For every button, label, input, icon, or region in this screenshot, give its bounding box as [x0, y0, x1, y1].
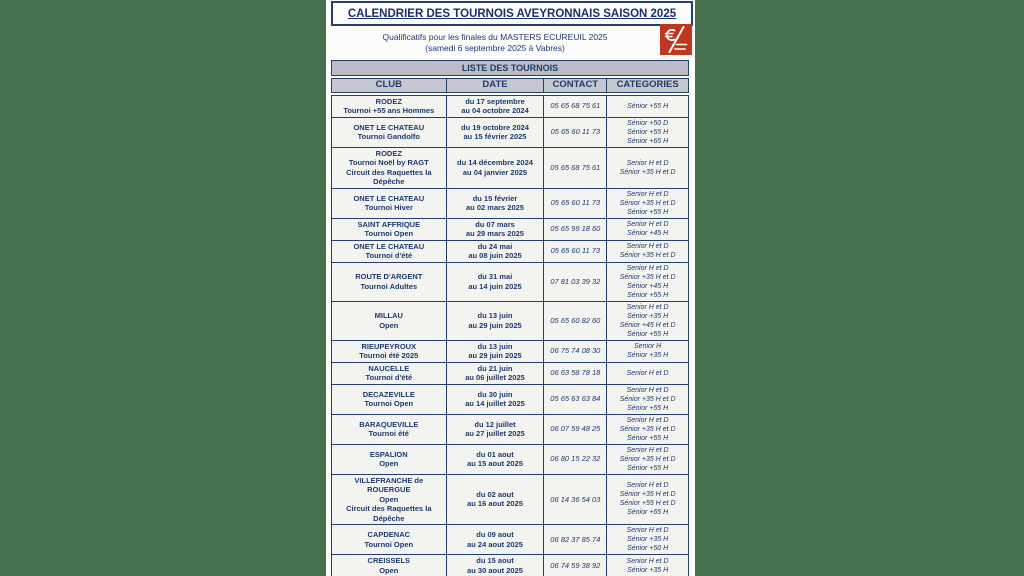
date-cell-line: au 14 juillet 2025	[465, 399, 525, 408]
categories-cell-line: Sénior +55 H	[627, 404, 669, 412]
club-cell-line: Tournoi +55 ans Hommes	[343, 106, 435, 115]
categories-cell-line: Sénior +35 H et D	[619, 395, 676, 403]
categories-cell-line: Sénior +35 H et D	[619, 199, 676, 207]
club-cell	[332, 147, 447, 188]
contact-cell	[544, 444, 607, 474]
document-sheet	[326, 0, 695, 576]
date-cell-line: au 02 mars 2025	[466, 203, 524, 212]
tournament-row	[332, 188, 689, 218]
club-cell	[332, 262, 447, 301]
categories-cell-line: Senior H et D	[626, 264, 669, 272]
date-cell-line: au 15 février 2025	[463, 132, 527, 141]
club-cell-line: Tournoi Gandolfo	[357, 132, 420, 141]
contact-cell-line: 06 63 58 78 18	[550, 368, 601, 378]
club-cell	[332, 218, 447, 240]
date-cell-line: du 24 mai	[477, 241, 513, 251]
club-cell-line: DECAZEVILLE	[362, 389, 415, 399]
date-cell-line: au 30 aout 2025	[467, 565, 523, 575]
categories-cell-line: Sénior +55 H	[627, 128, 669, 136]
club-cell	[332, 384, 447, 414]
date-cell	[446, 147, 544, 188]
categories-cell-line: Sénior +55 H	[627, 291, 669, 299]
date-cell	[446, 444, 544, 474]
categories-cell-line: Sénior +35 H et D	[619, 252, 676, 259]
categories-cell-line: Senior H et D	[626, 221, 669, 228]
categories-cell	[607, 117, 689, 147]
categories-cell-line: Sénior +35 H	[627, 536, 669, 543]
categories-cell-line: Sénior +65 H	[627, 509, 669, 517]
club-cell-line: BARAQUEVILLE	[359, 419, 419, 429]
club-cell-line: Tournoi Open	[364, 539, 414, 549]
tournament-row	[332, 218, 689, 240]
categories-cell	[607, 218, 689, 240]
categories-cell-line: Sénior +35 H	[627, 352, 669, 359]
date-cell-line: du 31 mai	[477, 272, 513, 281]
club-cell	[332, 525, 447, 555]
contact-cell-line: 06 82 37 85 74	[550, 534, 601, 544]
date-cell-line: au 29 juin 2025	[468, 320, 522, 330]
categories-cell-line: Sénior +45 H	[627, 282, 669, 290]
contact-cell-line: 05 65 60 11 73	[550, 127, 601, 137]
tournament-row	[332, 474, 689, 525]
club-cell-line: Dépêche	[373, 513, 405, 523]
date-cell-line: du 13 juin	[477, 341, 513, 351]
date-cell-line: du 07 mars	[475, 219, 515, 229]
date-cell-line: du 09 aout	[476, 530, 514, 539]
column-header-contact: CONTACT	[544, 79, 607, 93]
club-cell-line: Tournoi Adultes	[360, 281, 418, 291]
tournament-row	[332, 525, 689, 555]
club-cell-line: ROUERGUE	[367, 485, 411, 494]
club-cell-line: ROUTE D'ARGENT	[355, 272, 423, 281]
date-cell-line: du 12 juillet	[474, 419, 516, 429]
contact-cell-line: 06 75 74 08 30	[550, 346, 601, 356]
club-cell-line: Tournoi été	[368, 429, 409, 438]
contact-cell	[544, 525, 607, 555]
club-cell-line: NAUCELLE	[368, 363, 410, 373]
column-header-club: CLUB	[332, 79, 447, 93]
club-cell-line: RIEUPEYROUX	[361, 341, 417, 351]
contact-cell-line: 06 80 15 22 32	[550, 454, 601, 464]
date-cell-line: au 29 mars 2025	[466, 229, 524, 238]
date-cell	[446, 384, 544, 414]
categories-cell-line: Senior H	[634, 343, 662, 350]
club-cell-line: RODEZ	[375, 148, 402, 158]
categories-cell-line: Senior H et D	[626, 446, 669, 454]
date-cell	[446, 340, 544, 362]
club-cell-line: Circuit des Raquettes la	[346, 167, 432, 177]
categories-cell	[607, 147, 689, 188]
categories-cell-line: Senior H et D	[626, 243, 669, 250]
date-cell	[446, 188, 544, 218]
contact-cell	[544, 414, 607, 444]
categories-cell-line: Sénior +55 H	[627, 208, 669, 216]
categories-cell	[607, 414, 689, 444]
club-cell-line: ONET LE CHATEAU	[353, 193, 425, 203]
categories-cell	[607, 188, 689, 218]
categories-cell	[607, 240, 689, 262]
contact-cell-line: 05 65 60 11 73	[550, 198, 601, 208]
date-cell-line: au 29 juin 2025	[468, 351, 522, 360]
club-cell	[332, 555, 447, 576]
categories-cell-line: Sénior +35 H et D	[619, 273, 676, 281]
categories-cell-line: Sénior +35 H et D	[619, 491, 676, 499]
date-cell	[446, 525, 544, 555]
contact-cell	[544, 340, 607, 362]
contact-cell	[544, 147, 607, 188]
club-cell-line: Open	[379, 494, 399, 504]
contact-cell-line: 07 81 03 39 32	[550, 276, 601, 286]
club-cell	[332, 240, 447, 262]
date-cell-line: du 02 aout	[476, 489, 514, 499]
date-cell	[446, 555, 544, 576]
club-cell-line: MILLAU	[374, 311, 403, 320]
club-cell	[332, 474, 447, 525]
caisse-epargne-squirrel-icon	[660, 24, 692, 55]
contact-cell-line: 05 65 60 82 60	[550, 315, 601, 325]
categories-cell-line: Sénior +65 H	[627, 137, 669, 145]
date-cell-line: du 14 décembre 2024	[457, 158, 533, 167]
categories-cell-line: Sénior +50 H	[627, 545, 669, 552]
categories-cell-line: Senior H et D	[626, 303, 669, 311]
club-cell-line: VILLEFRANCHE de	[354, 475, 424, 485]
categories-cell-line: Sénior +55 H et D	[619, 500, 676, 508]
title-box	[331, 1, 693, 26]
date-cell-line: du 17 septembre	[465, 96, 525, 106]
date-cell-line: au 04 octobre 2024	[461, 106, 529, 115]
date-cell	[446, 240, 544, 262]
contact-cell-line: 05 65 99 18 60	[550, 224, 601, 234]
tournament-row	[332, 301, 689, 340]
contact-cell	[544, 384, 607, 414]
subtitle-line-1: Qualificatifs pour les finales du MASTERS ECUREUIL 2025	[382, 32, 608, 42]
column-header-row	[332, 79, 689, 93]
club-cell-line: Open	[379, 320, 399, 330]
club-cell	[332, 414, 447, 444]
club-cell-line: Circuit des Raquettes la	[346, 504, 432, 513]
club-cell	[332, 95, 447, 117]
tournament-row	[332, 414, 689, 444]
categories-cell	[607, 474, 689, 525]
column-header-date: DATE	[446, 79, 544, 93]
club-cell-line: RODEZ	[375, 96, 402, 106]
categories-cell	[607, 525, 689, 555]
categories-cell	[607, 262, 689, 301]
tournament-row	[332, 117, 689, 147]
contact-cell	[544, 301, 607, 340]
date-cell-line: du 15 février	[472, 193, 518, 203]
tournament-row	[332, 95, 689, 117]
categories-cell	[607, 444, 689, 474]
tournament-table	[331, 95, 689, 576]
date-cell-line: du 19 octobre 2024	[461, 122, 529, 132]
categories-cell-line: Sénior +35 H et D	[619, 455, 676, 463]
date-cell-line: au 15 aout 2025	[467, 459, 523, 468]
club-cell-line: SAINT AFFRIQUE	[357, 219, 421, 229]
club-cell-line: ONET LE CHATEAU	[353, 122, 425, 132]
date-cell	[446, 218, 544, 240]
categories-cell-line: Senior H et D	[626, 416, 669, 424]
tournament-row	[332, 147, 689, 188]
club-cell-line: ONET LE CHATEAU	[353, 241, 425, 251]
contact-cell-line: 05 65 60 11 73	[550, 246, 601, 256]
tournament-table-body	[332, 95, 689, 576]
contact-cell-line: 05 65 68 75 61	[550, 162, 601, 172]
tournament-row	[332, 340, 689, 362]
date-cell-line: au 16 aout 2025	[467, 499, 523, 509]
club-cell-line: Tournoi été 2025	[359, 351, 419, 360]
table-section-title: LISTE DES TOURNOIS	[331, 60, 689, 76]
contact-cell-line: 05 65 63 63 84	[550, 394, 601, 404]
club-cell-line: Open	[379, 459, 399, 468]
date-cell	[446, 414, 544, 444]
club-cell-line: Open	[379, 565, 399, 575]
date-cell-line: au 14 juin 2025	[468, 281, 522, 291]
tournament-row	[332, 444, 689, 474]
contact-cell	[544, 240, 607, 262]
contact-cell	[544, 218, 607, 240]
club-cell-line: ESPALION	[369, 449, 408, 459]
categories-cell-line: Senior H et D	[626, 527, 669, 534]
categories-cell	[607, 555, 689, 576]
tournament-row	[332, 362, 689, 384]
date-cell-line: du 15 aout	[476, 556, 514, 565]
club-cell	[332, 301, 447, 340]
date-cell-line: au 06 juillet 2025	[465, 373, 525, 382]
contact-cell-line: 06 07 59 48 25	[550, 424, 601, 434]
categories-cell-line: Senior H et D	[626, 369, 669, 377]
categories-cell-line: Senior H et D	[626, 482, 669, 490]
date-cell-line: au 27 juillet 2025	[465, 429, 525, 438]
categories-cell-line: Sénior +45 H et D	[619, 321, 676, 329]
column-header-table	[331, 78, 689, 93]
date-cell-line: du 30 juin	[477, 389, 513, 399]
club-cell	[332, 188, 447, 218]
club-cell-line: Dépêche	[373, 177, 405, 186]
tournament-row	[332, 555, 689, 576]
page-title: CALENDRIER DES TOURNOIS AVEYRONNAIS SAISON 2025	[347, 8, 677, 20]
club-cell-line: Tournoi Open	[364, 399, 414, 408]
club-cell-line: Tournoi d'été	[365, 373, 413, 382]
tournament-row	[332, 384, 689, 414]
categories-cell-line: Sénior +35 H et D	[619, 425, 676, 433]
contact-cell-line: 05 65 68 75 61	[550, 101, 601, 111]
tournament-row	[332, 240, 689, 262]
date-cell-line: au 08 juin 2025	[468, 251, 522, 260]
club-cell-line: Tournoi d'été	[365, 251, 413, 260]
date-cell	[446, 301, 544, 340]
column-header-categories: CATEGORIES	[607, 79, 689, 93]
categories-cell	[607, 362, 689, 384]
categories-cell-line: Sénior +45 H	[627, 230, 669, 237]
categories-cell	[607, 95, 689, 117]
club-cell-line: CREISSELS	[367, 556, 411, 565]
contact-cell	[544, 555, 607, 576]
club-cell	[332, 444, 447, 474]
club-cell-line: Tournoi Hiver	[364, 203, 413, 212]
categories-cell-line: Sénior +55 H	[627, 102, 669, 110]
categories-cell-line: Sénior +55 H	[627, 330, 669, 338]
categories-cell-line: Sénior +55 H	[627, 464, 669, 472]
date-cell	[446, 474, 544, 525]
date-cell-line: au 24 aout 2025	[467, 539, 523, 549]
categories-cell-line: Senior H et D	[626, 190, 669, 198]
subtitle-line-2: (samedi 6 septembre 2025 à Vabres)	[425, 42, 565, 53]
categories-cell	[607, 384, 689, 414]
contact-cell	[544, 474, 607, 525]
contact-cell	[544, 188, 607, 218]
categories-cell-line: Senior H et D	[626, 557, 669, 565]
contact-cell	[544, 362, 607, 384]
date-cell	[446, 262, 544, 301]
subtitle	[332, 32, 658, 53]
contact-cell-line: 06 14 36 54 03	[550, 494, 601, 504]
categories-cell	[607, 340, 689, 362]
contact-cell-line: 06 74 59 38 92	[550, 560, 601, 570]
contact-cell	[544, 117, 607, 147]
categories-cell-line: Senior H et D	[626, 386, 669, 394]
club-cell-line: Tournoi Noël by RAGT	[348, 158, 429, 167]
date-cell	[446, 362, 544, 384]
club-cell	[332, 340, 447, 362]
date-cell	[446, 95, 544, 117]
categories-cell-line: Sénior +50 D	[627, 119, 669, 127]
categories-cell-line: Sénior +55 H	[627, 434, 669, 442]
date-cell-line: du 13 juin	[477, 311, 513, 320]
date-cell-line: au 04 janvier 2025	[462, 167, 528, 177]
date-cell-line: du 01 aout	[476, 449, 514, 459]
categories-cell-line: Sénior +35 H	[627, 312, 669, 320]
date-cell	[446, 117, 544, 147]
categories-cell-line: Sénior +35 H et D	[619, 168, 676, 176]
categories-cell	[607, 301, 689, 340]
date-cell-line: du 21 juin	[477, 363, 513, 373]
contact-cell	[544, 95, 607, 117]
contact-cell	[544, 262, 607, 301]
tournament-row	[332, 262, 689, 301]
club-cell	[332, 117, 447, 147]
categories-cell-line: Sénior +35 H	[627, 566, 669, 574]
club-cell	[332, 362, 447, 384]
club-cell-line: CAPDENAC	[367, 530, 411, 539]
categories-cell-line: Senior H et D	[626, 159, 669, 167]
club-cell-line: Tournoi Open	[364, 229, 414, 238]
